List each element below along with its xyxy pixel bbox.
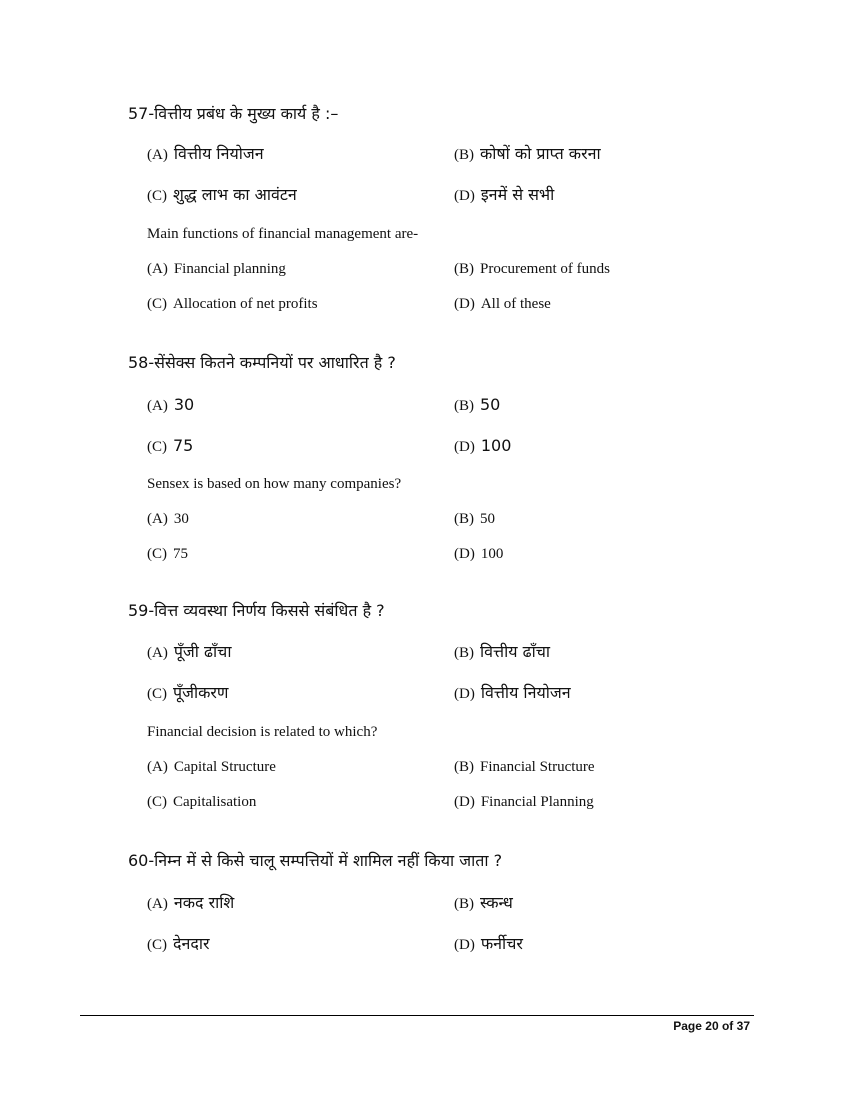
question-title-hindi: 59-वित्त व्यवस्था निर्णय किससे संबंधित है ? <box>128 601 385 620</box>
option-c-hindi: (C) देनदार <box>147 934 210 953</box>
question-title-english: Main functions of financial management are- <box>147 226 419 242</box>
option-c-hindi: (C) 75 <box>147 436 194 455</box>
option-b-english: (B) Financial Structure <box>454 759 595 775</box>
question-title-hindi: 57-वित्तीय प्रबंध के मुख्य कार्य है :– <box>128 104 339 123</box>
footer-divider <box>80 1015 754 1016</box>
page-number: Page 20 of 37 <box>673 1019 750 1033</box>
option-a-english: (A) Capital Structure <box>147 759 276 775</box>
option-d-hindi: (D) वित्तीय नियोजन <box>454 683 571 702</box>
option-a-english: (A) 30 <box>147 511 189 527</box>
option-d-english: (D) 100 <box>454 546 504 562</box>
option-c-english: (C) Allocation of net profits <box>147 296 318 312</box>
option-b-hindi: (B) स्कन्ध <box>454 893 513 912</box>
option-b-hindi: (B) 50 <box>454 395 501 414</box>
question-title-hindi: 60-निम्न में से किसे चालू सम्पत्तियों में शामिल नहीं किया जाता ? <box>128 851 503 870</box>
option-d-english: (D) All of these <box>454 296 551 312</box>
option-a-hindi: (A) वित्तीय नियोजन <box>147 144 264 163</box>
question-title-english: Financial decision is related to which? <box>147 724 378 740</box>
option-c-hindi: (C) पूँजीकरण <box>147 683 229 702</box>
option-b-hindi: (B) वित्तीय ढाँचा <box>454 642 551 661</box>
option-d-hindi: (D) इनमें से सभी <box>454 185 555 204</box>
option-d-english: (D) Financial Planning <box>454 794 594 810</box>
option-d-hindi: (D) फर्नीचर <box>454 934 523 953</box>
option-a-english: (A) Financial planning <box>147 261 286 277</box>
option-c-english: (C) 75 <box>147 546 188 562</box>
question-title-hindi: 58-सेंसेक्स कितने कम्पनियों पर आधारित है ? <box>128 353 396 372</box>
question-title-english: Sensex is based on how many companies? <box>147 476 402 492</box>
option-d-hindi: (D) 100 <box>454 436 512 455</box>
option-b-english: (B) Procurement of funds <box>454 261 610 277</box>
option-c-english: (C) Capitalisation <box>147 794 257 810</box>
option-b-english: (B) 50 <box>454 511 495 527</box>
option-c-hindi: (C) शुद्ध लाभ का आवंटन <box>147 185 297 204</box>
option-a-hindi: (A) 30 <box>147 395 195 414</box>
option-a-hindi: (A) नकद राशि <box>147 893 235 912</box>
option-a-hindi: (A) पूँजी ढाँचा <box>147 642 232 661</box>
option-b-hindi: (B) कोषों को प्राप्त करना <box>454 144 601 163</box>
